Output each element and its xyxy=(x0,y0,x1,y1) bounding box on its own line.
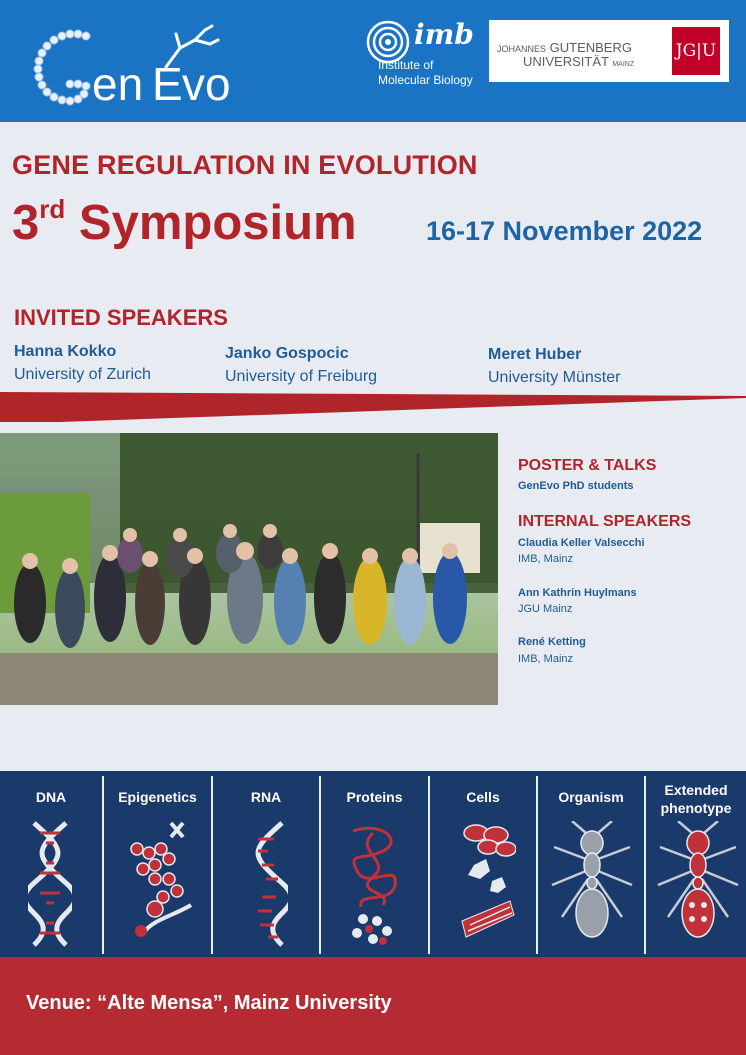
jgu-prefix: JOHANNES xyxy=(497,44,547,54)
panel-label-cells: Cells xyxy=(466,789,500,805)
jgu-suffix: MAINZ xyxy=(612,61,635,68)
invited-speaker-name: Hanna Kokko xyxy=(14,343,117,360)
imb-name-line1: Institute of xyxy=(378,58,434,72)
invited-speaker-name: Janko Gospocic xyxy=(225,345,349,362)
internal-speaker-name: Ann Kathrin Huylmans xyxy=(518,587,637,599)
svg-text:E: E xyxy=(152,58,183,110)
jgu-gutenberg: GUTENBERG xyxy=(549,40,632,55)
imb-logo xyxy=(366,18,481,88)
jgu-name-line2 xyxy=(523,54,634,69)
jgu-badge: JG|U xyxy=(672,27,720,75)
jgu-logo xyxy=(489,20,729,82)
cells-icon xyxy=(456,821,516,949)
imb-name-line2: Molecular Biology xyxy=(378,73,473,87)
chromatin-icon xyxy=(125,819,195,949)
venue-text: Venue: “Alte Mensa”, Mainz University xyxy=(26,992,392,1014)
invited-speakers-heading: INVITED SPEAKERS xyxy=(14,305,228,330)
internal-speaker-name: Claudia Keller Valsecchi xyxy=(518,537,645,549)
genevo-logo xyxy=(30,22,280,117)
ant-icon xyxy=(550,821,634,949)
evolution-levels-panel xyxy=(0,771,746,957)
ant-red-icon xyxy=(656,821,740,949)
symposium-ordinal: 3 xyxy=(12,196,40,250)
event-dates: 16-17 November 2022 xyxy=(426,216,703,246)
imb-wordmark: imb xyxy=(414,18,474,51)
red-swoosh-divider xyxy=(0,392,746,422)
jgu-universitaet: UNIVERSITÄT xyxy=(523,54,609,69)
symposium-ordinal-suffix: rd xyxy=(39,193,66,224)
panel-label-extended-phenotype xyxy=(646,781,746,817)
internal-speaker-affiliation: IMB, Mainz xyxy=(518,553,574,565)
dna-helix-icon xyxy=(28,821,72,947)
internal-speaker-affiliation: IMB, Mainz xyxy=(518,653,574,665)
group-photo xyxy=(0,433,498,705)
panel-label-rna: RNA xyxy=(250,789,282,805)
invited-speaker-affiliation: University Münster xyxy=(488,369,621,386)
symposium-word: Symposium xyxy=(78,196,357,250)
rna-helix-icon xyxy=(244,821,288,947)
invited-speaker-affiliation: University of Freiburg xyxy=(225,368,378,385)
internal-speaker-name: René Ketting xyxy=(518,636,586,648)
panel-label-dna: DNA xyxy=(35,789,67,805)
internal-speaker-affiliation: JGU Mainz xyxy=(518,603,573,615)
svg-text:en: en xyxy=(92,58,144,110)
invited-speaker-name: Meret Huber xyxy=(488,346,582,363)
internal-speakers-heading: INTERNAL SPEAKERS xyxy=(518,513,692,530)
jgu-name-line1 xyxy=(497,40,632,55)
poster-talks-heading: POSTER & TALKS xyxy=(518,457,657,474)
panel-label-epigenetics: Epigenetics xyxy=(118,789,197,805)
svg-text:vo: vo xyxy=(182,58,231,110)
poster-talks-sub: GenEvo PhD students xyxy=(518,480,634,492)
panel-label-proteins: Proteins xyxy=(346,789,403,805)
panel-label-extended-line1: Extended xyxy=(664,782,728,798)
invited-speaker-affiliation: University of Zurich xyxy=(14,366,151,383)
symposium-heading xyxy=(12,195,357,251)
panel-label-organism: Organism xyxy=(558,789,624,805)
event-title: GENE REGULATION IN EVOLUTION xyxy=(12,150,478,180)
panel-label-extended-line2: phenotype xyxy=(660,800,732,816)
protein-fold-icon xyxy=(343,821,407,949)
